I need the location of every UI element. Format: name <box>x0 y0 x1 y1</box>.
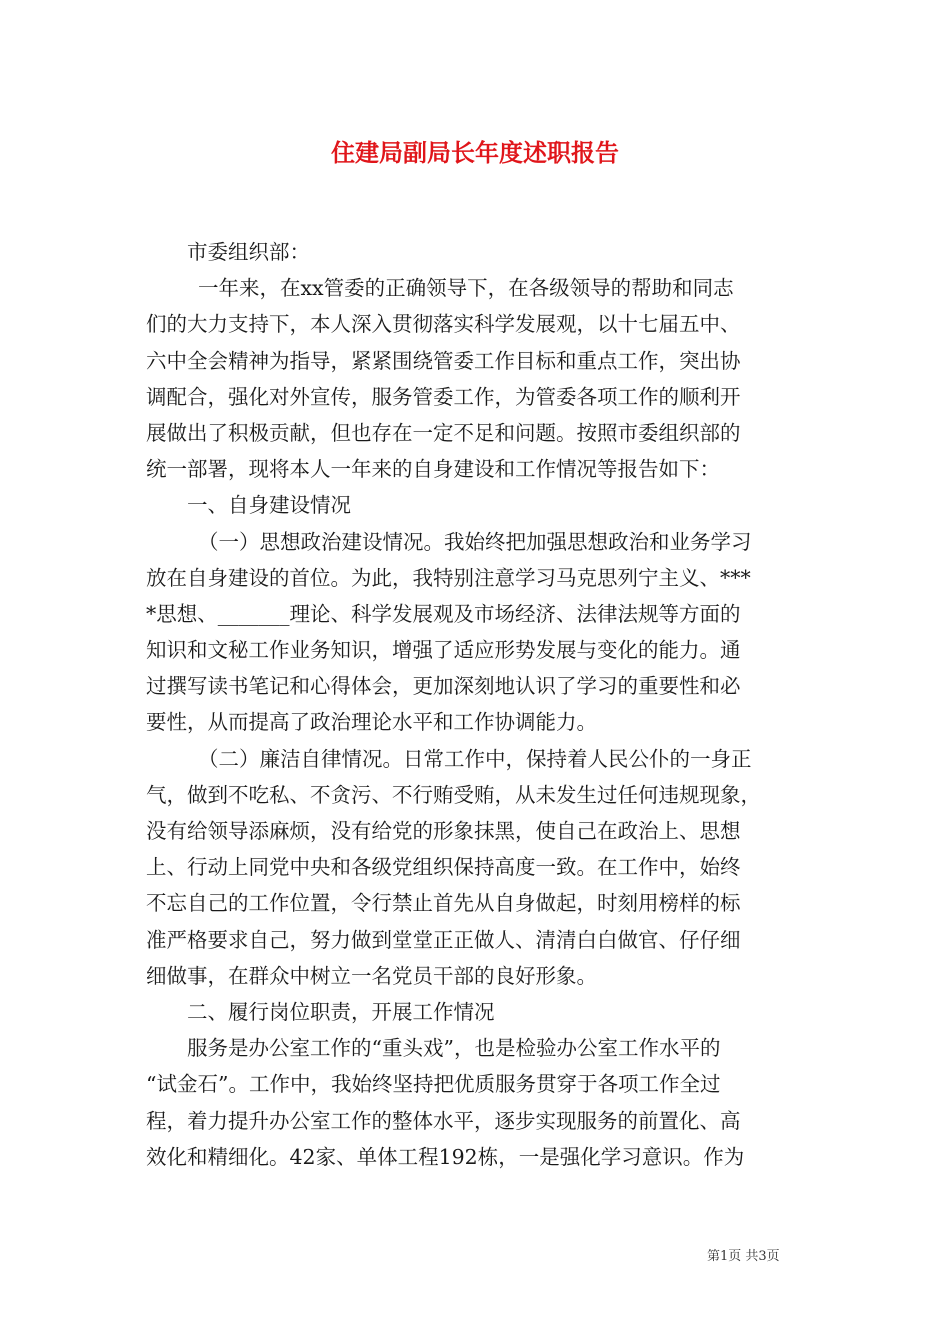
page-number-footer: 第1页 共3页 <box>707 1249 780 1264</box>
paragraph-line: 服务是办公室工作的“重头戏”，也是检验办公室工作水平的 <box>187 1036 721 1061</box>
paragraph-line: 没有给领导添麻烦，没有给党的形象抹黑，使自己在政治上、思想 <box>146 819 741 843</box>
paragraph-line: 们的大力支持下，本人深入贯彻落实科学发展观，以十七届五中、 <box>146 312 741 337</box>
paragraph-line: 知识和文秘工作业务知识，增强了适应形势发展与变化的能力。通 <box>146 638 741 663</box>
paragraph-line: 准严格要求自己，努力做到堂堂正正做人、清清白白做官、仔仔细 <box>146 927 741 952</box>
paragraph-line: 上、行动上同党中央和各级党组织保持高度一致。在工作中，始终 <box>146 855 741 880</box>
paragraph-line: （一）思想政治建设情况。我始终把加强思想政治和业务学习 <box>198 529 752 554</box>
paragraph-line: 二、履行岗位职责，开展工作情况 <box>187 999 495 1024</box>
paragraph-line: 统一部署，现将本人一年来的自身建设和工作情况等报告如下： <box>146 457 720 482</box>
paragraph-line: 一、自身建设情况 <box>187 493 351 518</box>
paragraph-line: “试金石”。工作中，我始终坚持把优质服务贯穿于各项工作全过 <box>146 1072 721 1097</box>
paragraph-line: 一年来，在xx管委的正确领导下，在各级领导的帮助和同志 <box>198 276 734 301</box>
paragraph-line: （二）廉洁自律情况。日常工作中，保持着人民公仆的一身正 <box>198 746 752 771</box>
paragraph-line: 展做出了积极贡献，但也存在一定不足和问题。按照市委组织部的 <box>146 420 741 445</box>
paragraph-line: 不忘自己的工作位置，令行禁止首先从自身做起，时刻用榜样的标 <box>146 891 741 916</box>
paragraph-line: *思想、_______理论、科学发展观及市场经济、法律法规等方面的 <box>146 601 741 626</box>
paragraph-line: 六中全会精神为指导，紧紧围绕管委工作目标和重点工作，突出协 <box>146 348 741 373</box>
paragraph-line: 市委组织部： <box>187 240 310 264</box>
document-body <box>146 234 806 1175</box>
paragraph-line: 要性，从而提高了政治理论水平和工作协调能力。 <box>146 710 597 735</box>
paragraph-line: 程，着力提升办公室工作的整体水平，逐步实现服务的前置化、高 <box>146 1108 741 1133</box>
paragraph-line: 细做事，在群众中树立一名党员干部的良好形象。 <box>146 963 597 988</box>
paragraph-line: 效化和精细化。42家、单体工程192栋，一是强化学习意识。作为 <box>146 1144 745 1169</box>
paragraph-line: 气，做到不吃私、不贪污、不行贿受贿，从未发生过任何违规现象， <box>146 782 761 807</box>
paragraph-line: 放在自身建设的首位。为此，我特别注意学习马克思列宁主义、*** <box>146 565 751 590</box>
paragraph-line: 过撰写读书笔记和心得体会，更加深刻地认识了学习的重要性和必 <box>146 674 741 699</box>
paragraph-line: 调配合，强化对外宣传，服务管委工作，为管委各项工作的顺利开 <box>146 384 741 409</box>
document-title: 住建局副局长年度述职报告 <box>331 139 619 167</box>
